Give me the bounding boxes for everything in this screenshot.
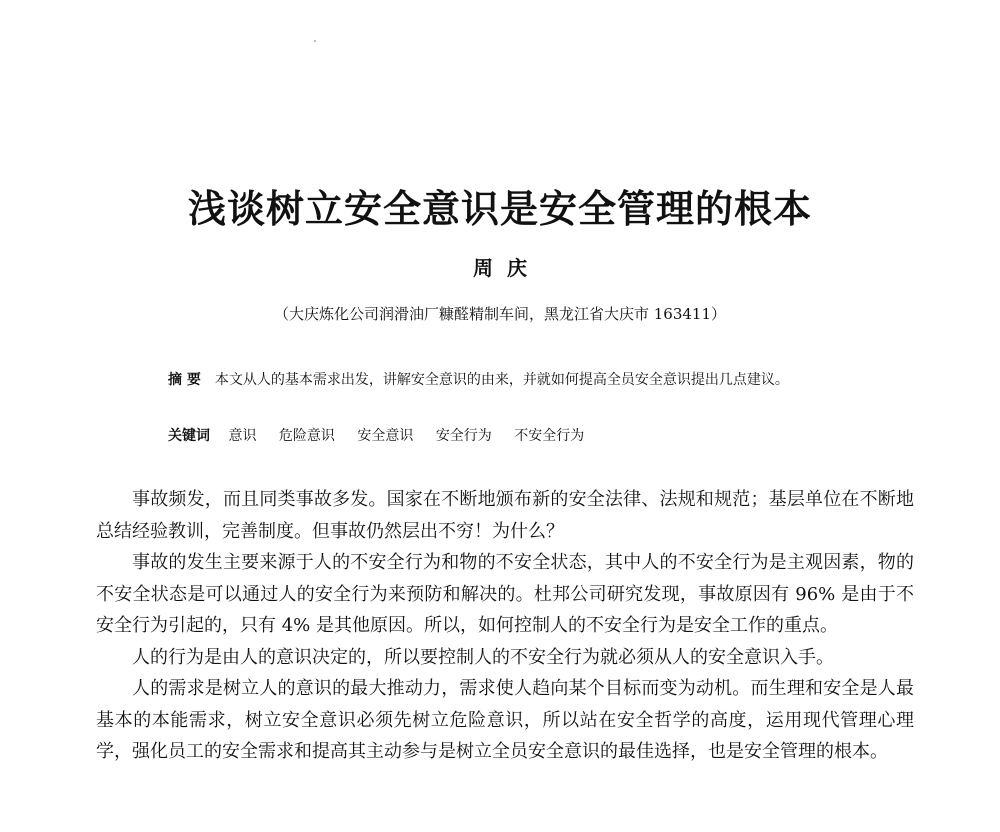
keyword-item: 安全行为 — [435, 428, 492, 444]
author-name: 周庆 — [473, 256, 541, 280]
scan-speck — [314, 40, 316, 42]
author-affiliation: （大庆炼化公司润滑油厂糠醛精制车间，黑龙江省大庆市 163411） — [273, 305, 727, 323]
keywords-line — [168, 422, 888, 450]
keywords-label: 关键词 — [168, 428, 210, 444]
abstract-label: 摘 要 — [168, 372, 201, 388]
body-paragraph: 事故频发，而且同类事故多发。国家在不断地颁布新的安全法律、法规和规范；基层单位在不断地总结经验教训，完善制度。但事故仍然层出不穷！为什么？ — [96, 489, 914, 542]
abstract-text: 本文从人的基本需求出发，讲解安全意识的由来，并就如何提高全员安全意识提出几点建议。 — [214, 372, 789, 388]
body-paragraph: 人的行为是由人的意识决定的，所以要控制人的不安全行为就必须从人的安全意识入手。 — [132, 646, 834, 668]
abstract-block — [134, 366, 874, 394]
body-paragraph: 人的需求是树立人的意识的最大推动力，需求使人趋向某个目标而变为动机。而生理和安全是人最基本的本能需求，树立安全意识必须先树立危险意识，所以站在安全哲学的高度，运用现代管理心理学，强化员工的安全需求和提高其主动参与是树立全员安全意识的最佳选择，也是安全管理的根本。 — [96, 678, 914, 762]
keyword-item: 安全意识 — [357, 428, 414, 444]
paper-title: 浅谈树立安全意识是安全管理的根本 — [187, 187, 812, 231]
keyword-item: 不安全行为 — [514, 428, 585, 444]
keyword-item: 危险意识 — [278, 428, 335, 444]
body-paragraph: 事故的发生主要来源于人的不安全行为和物的不安全状态，其中人的不安全行为是主观因素，物的不安全状态是可以通过人的安全行为来预防和解决的。杜邦公司研究发现，事故原因有 96% 是由于不安全行为引起的，只有 4% 是其他原因。所以，如何控制人的不安全行为是安全工作的重点。 — [96, 552, 914, 636]
abstract-paragraph — [134, 366, 874, 394]
body-text — [96, 484, 914, 768]
keyword-item: 意识 — [228, 428, 257, 444]
